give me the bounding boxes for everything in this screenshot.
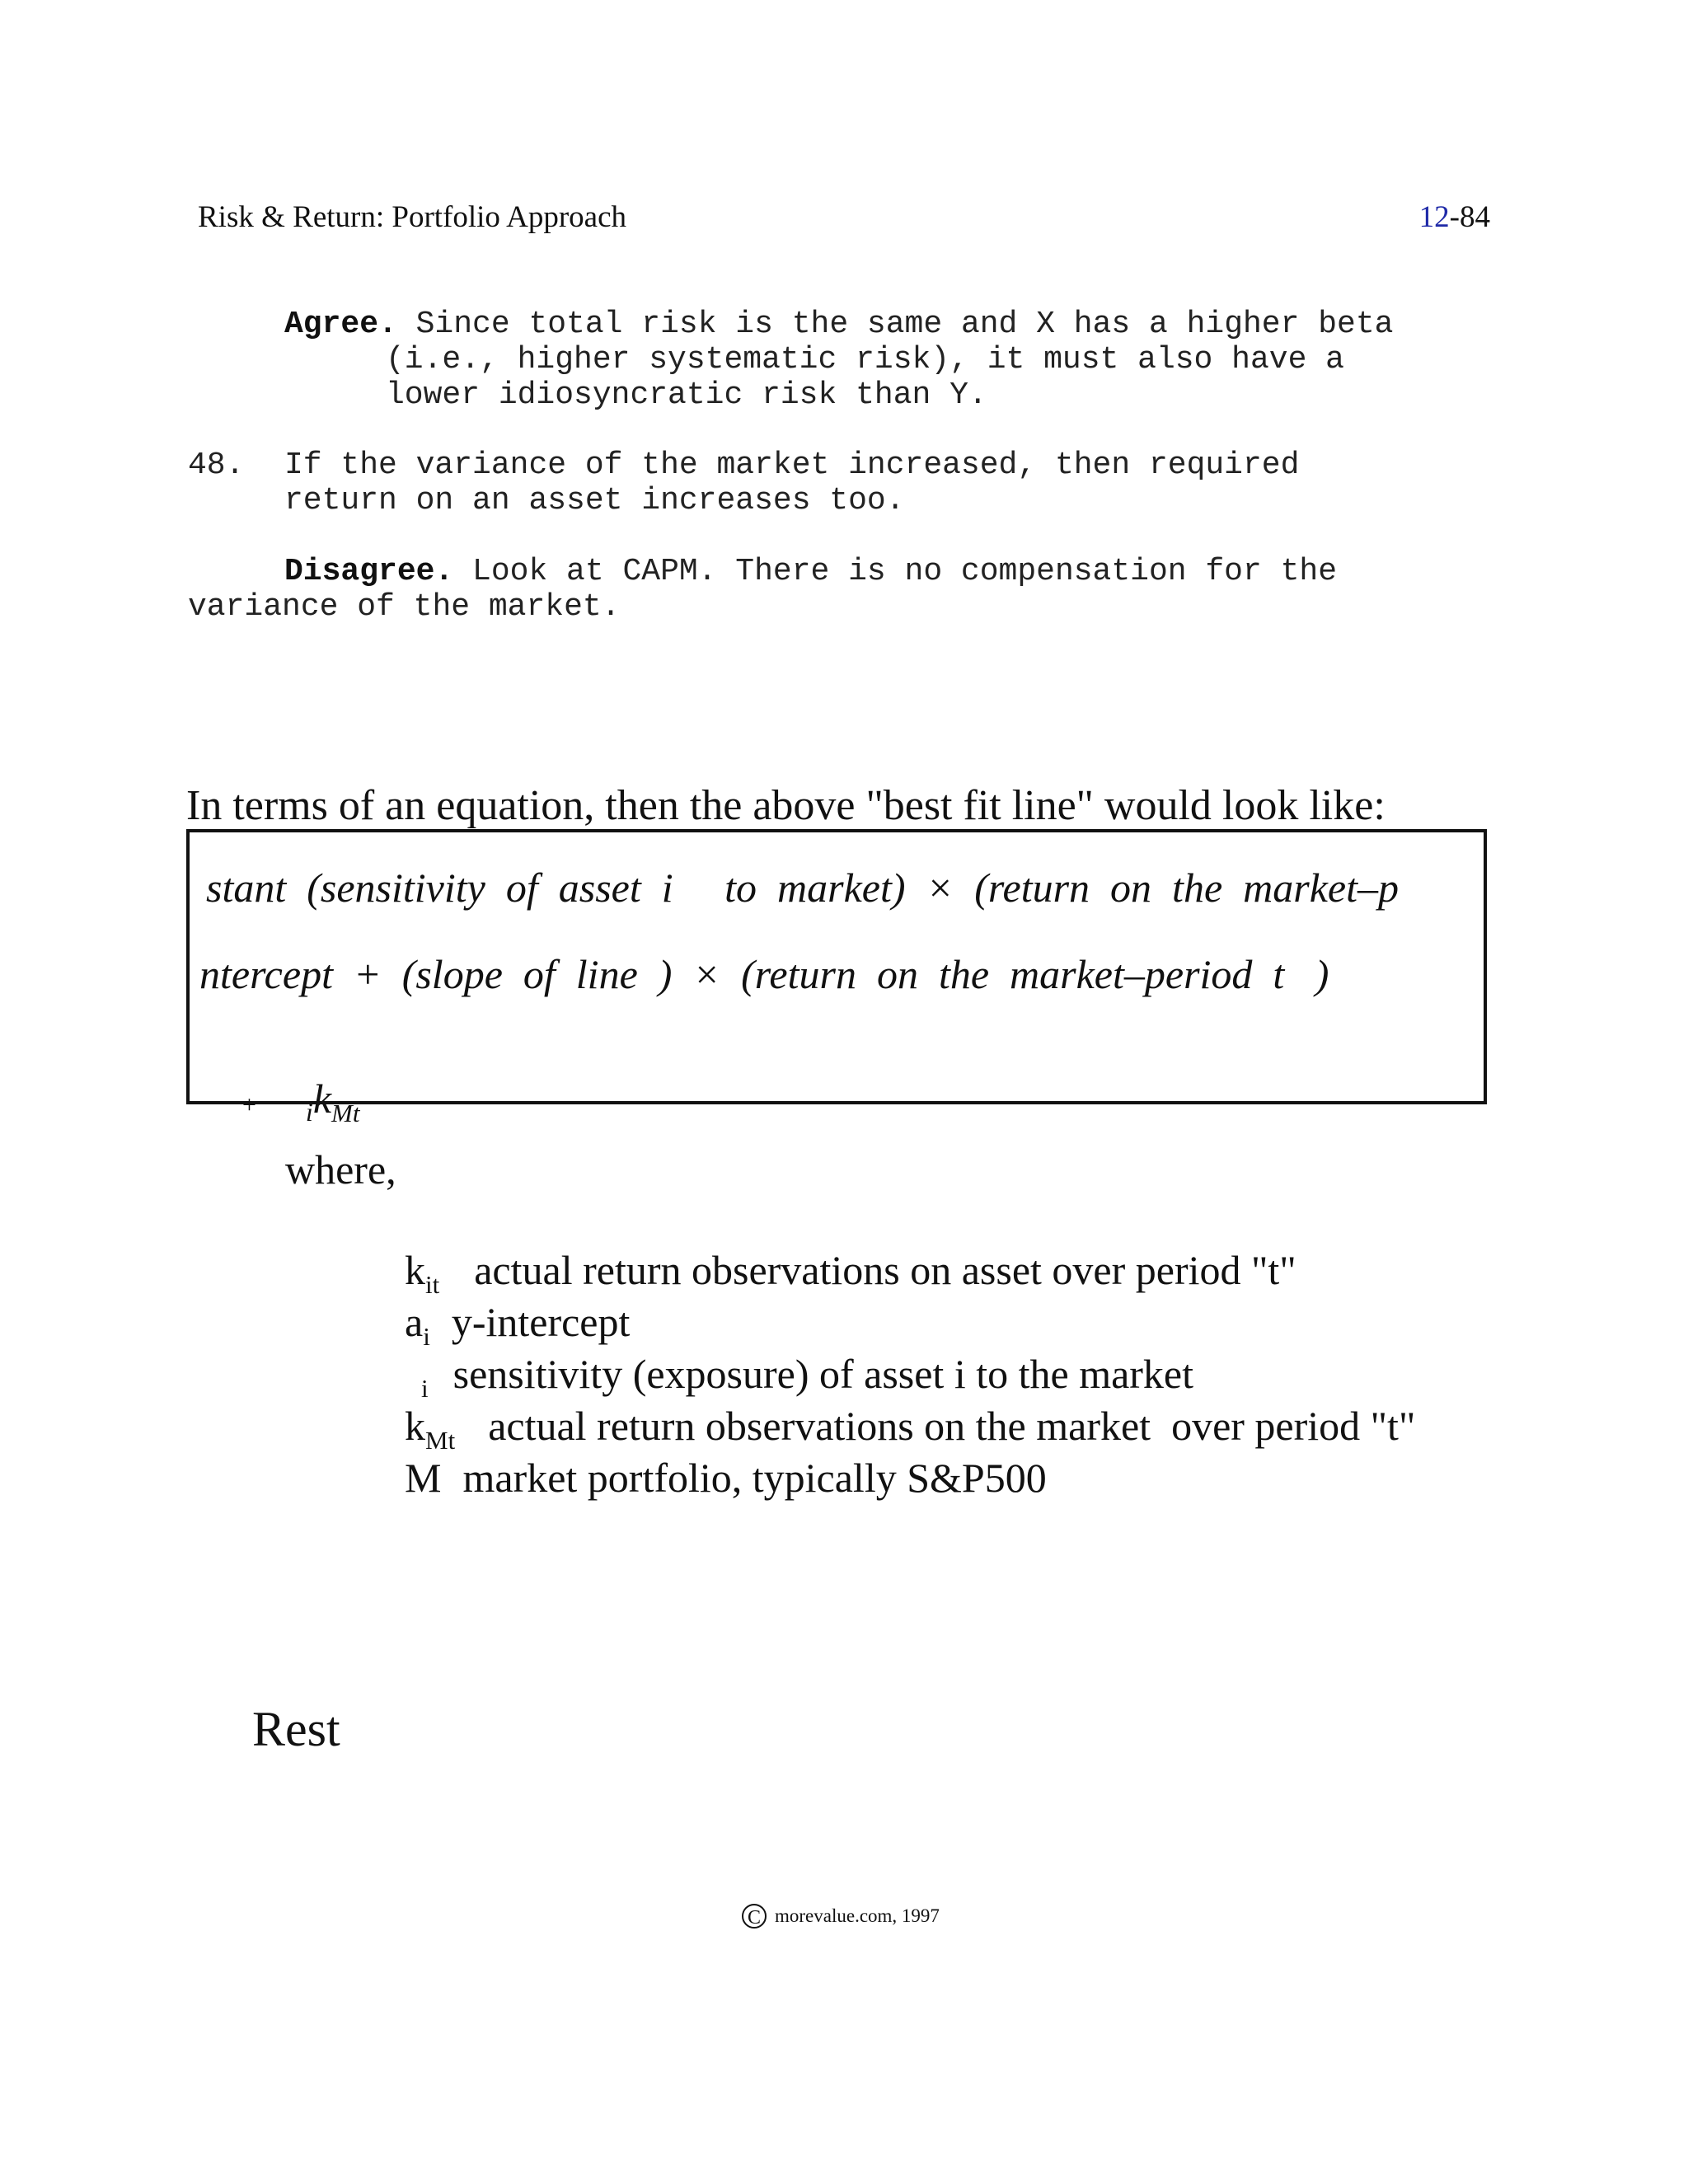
agree-line-2: (i.e., higher systematic risk), it must also have a — [386, 342, 1344, 377]
question-number: 48. — [188, 448, 245, 483]
agree-line-3: lower idiosyncratic risk than Y. — [386, 377, 987, 413]
equation-sub-i: i — [305, 1097, 313, 1127]
equation-k: k — [312, 1076, 332, 1122]
copyright-icon: C — [742, 1904, 767, 1929]
rest-heading: Rest — [252, 1702, 340, 1756]
agree-label: Agree. — [284, 307, 397, 342]
definition-symbol: a — [405, 1299, 424, 1345]
definition-symbol: M — [405, 1455, 442, 1501]
definition-text: actual return observations on asset over period "t" — [474, 1247, 1296, 1293]
definition-sub: it — [425, 1269, 440, 1299]
agree-line-1 — [284, 307, 1393, 342]
page-suffix: -84 — [1449, 200, 1490, 234]
disagree-line-2: variance of the market. — [188, 589, 621, 625]
equation-intro: In terms of an equation, then the above "best fit line" would look like: — [186, 782, 1386, 829]
where-label: where, — [285, 1146, 396, 1193]
footer-text: morevalue.com, 1997 — [775, 1905, 940, 1926]
equation-box — [186, 829, 1487, 1127]
definition-row — [384, 1406, 1047, 1507]
page-number — [1419, 199, 1490, 235]
disagree-text-1: Look at CAPM. There is no compensation for the — [453, 554, 1338, 589]
definition-symbol: k — [405, 1403, 425, 1449]
definition-text: market portfolio, typically S&P500 — [462, 1455, 1047, 1501]
definition-sub: i — [421, 1373, 429, 1403]
disagree-label: Disagree. — [284, 554, 454, 589]
question-line-1: If the variance of the market increased, then required — [284, 448, 1300, 483]
equation-plus: + — [242, 1091, 256, 1118]
question-line-2: return on an asset increases too. — [284, 483, 905, 518]
definition-sub: i — [423, 1321, 430, 1351]
equation-sub-mt: Mt — [331, 1098, 360, 1127]
equation-line-1: stant (sensitivity of asset i to market) × (return on the market–p — [206, 865, 1399, 911]
definition-sub: Mt — [425, 1425, 456, 1455]
page-chapter: 12 — [1418, 200, 1450, 234]
definition-text: actual return observations on the market over period "t" — [488, 1403, 1416, 1449]
definition-text: y-intercept — [451, 1299, 631, 1345]
definition-symbol: k — [405, 1247, 425, 1293]
footer — [742, 1904, 940, 1929]
agree-text-1: Since total risk is the same and X has a higher beta — [396, 307, 1394, 342]
equation-line-2: ntercept + (slope of line ) × (return on the market–period t ) — [199, 951, 1329, 997]
disagree-line-1 — [284, 554, 1337, 589]
definition-text: sensitivity (exposure) of asset i to the market — [452, 1351, 1194, 1397]
header-title: Risk & Return: Portfolio Approach — [198, 200, 627, 234]
